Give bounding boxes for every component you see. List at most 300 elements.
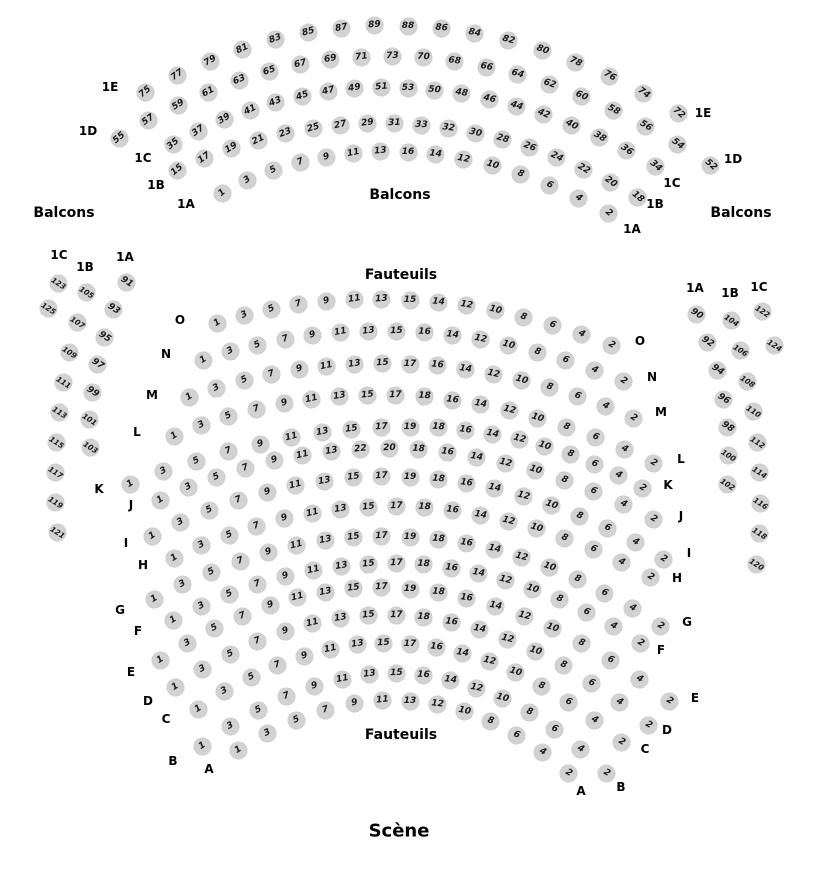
seat[interactable]: 86 (432, 19, 450, 37)
seat[interactable]: 11 (287, 588, 308, 609)
seat[interactable]: 37 (187, 119, 211, 143)
seat[interactable]: 10 (498, 335, 519, 356)
seat[interactable]: 19 (402, 581, 419, 598)
seat[interactable]: 10 (511, 370, 532, 391)
seat[interactable]: 10 (525, 641, 546, 662)
seat[interactable]: 6 (580, 672, 603, 695)
seat[interactable]: 118 (747, 522, 771, 546)
seat[interactable]: 62 (539, 74, 561, 96)
seat[interactable]: 5 (218, 524, 241, 547)
seat[interactable]: 14 (483, 424, 503, 444)
seat[interactable]: 35 (161, 132, 185, 156)
seat[interactable]: 18 (415, 609, 433, 627)
seat[interactable]: 6 (566, 385, 588, 407)
seat[interactable]: 4 (531, 741, 554, 764)
seat[interactable]: 3 (152, 460, 175, 483)
seat[interactable]: 6 (583, 453, 606, 476)
seat[interactable]: 12 (454, 149, 474, 169)
seat[interactable]: 20 (598, 170, 622, 194)
seat[interactable]: 11 (302, 389, 322, 409)
seat[interactable]: 83 (265, 29, 287, 51)
seat[interactable]: 12 (467, 678, 487, 698)
seat[interactable]: 11 (293, 445, 313, 465)
seat[interactable]: 5 (247, 699, 269, 721)
seat[interactable]: 6 (575, 601, 598, 624)
seat[interactable]: 7 (246, 399, 268, 421)
seat[interactable]: 7 (315, 700, 336, 721)
seat[interactable]: 10 (527, 408, 548, 429)
seat[interactable]: 9 (250, 433, 271, 454)
seat[interactable]: 1 (186, 697, 209, 720)
seat[interactable]: 1 (190, 734, 213, 757)
seat[interactable]: 8 (509, 163, 531, 185)
seat[interactable]: 8 (554, 470, 576, 492)
seat[interactable]: 1 (210, 181, 234, 205)
seat[interactable]: 1 (148, 488, 171, 511)
seat[interactable]: 4 (602, 615, 625, 638)
seat[interactable]: 8 (480, 711, 501, 732)
seat[interactable]: 15 (373, 354, 391, 372)
seat[interactable]: 4 (583, 359, 606, 382)
seat[interactable]: 12 (514, 606, 535, 627)
seat[interactable]: 93 (102, 298, 126, 322)
seat[interactable]: 50 (426, 81, 444, 99)
seat[interactable]: 61 (197, 81, 220, 104)
seat[interactable]: 10 (454, 702, 474, 722)
seat[interactable]: 12 (512, 548, 533, 569)
seat[interactable]: 4 (567, 186, 591, 210)
seat[interactable]: 17 (373, 527, 391, 545)
seat[interactable]: 85 (298, 22, 319, 43)
seat[interactable]: 18 (429, 419, 447, 437)
seat[interactable]: 18 (429, 530, 447, 548)
seat[interactable]: 14 (443, 326, 462, 345)
seat[interactable]: 18 (625, 185, 649, 209)
seat[interactable]: 9 (264, 450, 285, 471)
seat[interactable]: 15 (165, 158, 189, 182)
seat[interactable]: 17 (373, 468, 391, 486)
seat[interactable]: 5 (219, 643, 242, 666)
seat[interactable]: 3 (256, 722, 279, 745)
seat[interactable]: 17 (373, 579, 391, 597)
seat[interactable]: 77 (166, 64, 190, 88)
seat[interactable]: 15 (342, 420, 361, 439)
seat[interactable]: 38 (587, 125, 610, 148)
seat[interactable]: 6 (557, 691, 579, 713)
seat[interactable]: 117 (43, 460, 67, 484)
seat[interactable]: 3 (169, 511, 192, 534)
seat[interactable]: 53 (400, 80, 417, 97)
seat[interactable]: 12 (513, 486, 534, 507)
seat[interactable]: 12 (496, 453, 516, 473)
seat[interactable]: 72 (666, 101, 690, 125)
seat[interactable]: 6 (538, 174, 561, 197)
seat[interactable]: 9 (275, 566, 296, 587)
seat[interactable]: 16 (456, 421, 475, 440)
seat[interactable]: 15 (344, 579, 363, 598)
seat[interactable]: 11 (287, 536, 308, 557)
seat[interactable]: 2 (594, 761, 617, 784)
seat[interactable]: 75 (133, 80, 157, 104)
seat[interactable]: 44 (506, 95, 527, 116)
seat[interactable]: 102 (715, 472, 739, 496)
seat[interactable]: 13 (316, 582, 336, 602)
seat[interactable]: 11 (330, 323, 350, 343)
seat[interactable]: 47 (318, 82, 338, 102)
seat[interactable]: 100 (717, 444, 741, 468)
seat[interactable]: 1 (140, 524, 163, 547)
seat[interactable]: 16 (443, 391, 462, 410)
seat[interactable]: 96 (712, 387, 736, 411)
seat[interactable]: 13 (331, 608, 351, 628)
seat[interactable]: 4 (570, 323, 593, 346)
seat[interactable]: 2 (641, 507, 664, 530)
seat[interactable]: 26 (518, 137, 540, 159)
seat[interactable]: 113 (48, 400, 72, 424)
seat[interactable]: 58 (602, 99, 625, 122)
seat[interactable]: 112 (746, 430, 770, 454)
seat[interactable]: 4 (608, 691, 631, 714)
seat[interactable]: 3 (190, 595, 213, 618)
seat[interactable]: 16 (415, 324, 433, 342)
seat[interactable]: 19 (402, 469, 419, 486)
seat[interactable]: 57 (137, 109, 161, 133)
seat[interactable]: 124 (762, 333, 786, 357)
seat[interactable]: 2 (628, 631, 651, 654)
seat[interactable]: 18 (410, 441, 428, 459)
seat[interactable]: 82 (498, 30, 519, 51)
seat[interactable]: 18 (415, 556, 433, 574)
seat[interactable]: 12 (495, 570, 515, 590)
seat[interactable]: 14 (471, 395, 491, 415)
seat[interactable]: 30 (465, 123, 485, 143)
seat[interactable]: 13 (312, 423, 332, 443)
seat[interactable]: 13 (360, 665, 379, 684)
seat[interactable]: 104 (719, 308, 743, 332)
seat[interactable]: 12 (499, 400, 519, 420)
seat[interactable]: 7 (274, 329, 296, 351)
seat[interactable]: 4 (610, 551, 633, 574)
seat[interactable]: 6 (599, 649, 622, 672)
seat[interactable]: 4 (613, 438, 636, 461)
seat[interactable]: 7 (289, 152, 311, 174)
seat[interactable]: 60 (570, 85, 592, 107)
seat[interactable]: 97 (85, 353, 109, 377)
seat[interactable]: 10 (526, 518, 547, 539)
seat[interactable]: 14 (470, 505, 490, 525)
seat[interactable]: 4 (621, 597, 644, 620)
seat[interactable]: 109 (58, 340, 82, 364)
seat[interactable]: 14 (470, 620, 490, 640)
seat[interactable]: 43 (265, 91, 287, 113)
seat[interactable]: 29 (358, 114, 377, 133)
seat[interactable]: 8 (518, 702, 540, 724)
seat[interactable]: 67 (290, 54, 311, 75)
seat[interactable]: 9 (302, 325, 323, 346)
seat[interactable]: 2 (641, 451, 664, 474)
seat[interactable]: 9 (258, 542, 279, 563)
seat[interactable]: 12 (498, 511, 518, 531)
seat[interactable]: 68 (445, 52, 464, 71)
seat[interactable]: 4 (583, 709, 606, 732)
seat[interactable]: 17 (192, 147, 216, 171)
seat[interactable]: 13 (330, 500, 350, 520)
seat[interactable]: 14 (453, 644, 472, 663)
seat[interactable]: 66 (476, 57, 496, 77)
seat[interactable]: 1 (148, 648, 171, 671)
seat[interactable]: 6 (596, 517, 619, 540)
seat[interactable]: 116 (748, 491, 772, 515)
seat[interactable]: 16 (400, 144, 417, 161)
seat[interactable]: 78 (565, 51, 588, 74)
seat[interactable]: 15 (359, 386, 378, 405)
seat[interactable]: 1 (163, 675, 186, 698)
seat[interactable]: 22 (572, 157, 595, 180)
seat[interactable]: 105 (74, 280, 98, 304)
seat[interactable]: 79 (198, 50, 221, 73)
seat[interactable]: 13 (371, 142, 390, 161)
seat[interactable]: 17 (402, 636, 419, 653)
seat[interactable]: 88 (400, 18, 417, 35)
seat[interactable]: 59 (167, 94, 190, 117)
seat[interactable]: 46 (479, 89, 499, 109)
seat[interactable]: 25 (303, 118, 324, 139)
seat[interactable]: 8 (566, 569, 588, 591)
seat[interactable]: 125 (36, 296, 60, 320)
seat[interactable]: 74 (632, 82, 656, 106)
seat[interactable]: 4 (628, 668, 651, 691)
seat[interactable]: 2 (651, 547, 674, 570)
seat[interactable]: 13 (359, 322, 378, 341)
seat[interactable]: 17 (387, 498, 405, 516)
seat[interactable]: 6 (506, 725, 528, 747)
seat[interactable]: 5 (203, 617, 226, 640)
seat[interactable]: 9 (275, 621, 296, 642)
seat[interactable]: 94 (705, 359, 729, 383)
seat[interactable]: 1 (177, 385, 200, 408)
seat[interactable]: 7 (247, 630, 269, 652)
seat[interactable]: 2 (611, 369, 634, 392)
seat[interactable]: 51 (372, 78, 390, 96)
seat[interactable]: 13 (345, 354, 364, 373)
seat[interactable]: 11 (373, 692, 391, 710)
seat[interactable]: 8 (553, 655, 575, 677)
seat[interactable]: 14 (426, 145, 445, 164)
seat[interactable]: 18 (415, 499, 433, 517)
seat[interactable]: 5 (185, 450, 208, 473)
seat[interactable]: 17 (387, 555, 405, 573)
seat[interactable]: 87 (332, 18, 352, 38)
seat[interactable]: 1 (162, 424, 185, 447)
seat[interactable]: 14 (484, 540, 504, 560)
seat[interactable]: 22 (351, 440, 370, 459)
seat[interactable]: 39 (213, 108, 236, 131)
seat[interactable]: 8 (513, 307, 534, 328)
seat[interactable]: 16 (457, 534, 476, 553)
seat[interactable]: 110 (742, 400, 766, 424)
seat[interactable]: 13 (330, 387, 350, 407)
seat[interactable]: 7 (288, 294, 309, 315)
seat[interactable]: 3 (233, 304, 256, 327)
seat[interactable]: 4 (594, 395, 617, 418)
seat[interactable]: 6 (582, 538, 605, 561)
seat[interactable]: 10 (539, 557, 560, 578)
seat[interactable]: 14 (469, 563, 489, 583)
seat[interactable]: 9 (316, 291, 337, 312)
seat[interactable]: 3 (190, 534, 213, 557)
seat[interactable]: 8 (538, 377, 560, 399)
seat[interactable]: 16 (457, 589, 476, 608)
seat[interactable]: 10 (534, 436, 555, 457)
seat[interactable]: 31 (386, 115, 404, 133)
seat[interactable]: 123 (46, 271, 70, 295)
seat[interactable]: 11 (281, 427, 302, 448)
seat[interactable]: 111 (52, 370, 76, 394)
seat[interactable]: 1 (118, 472, 141, 495)
seat[interactable]: 122 (750, 299, 774, 323)
seat[interactable]: 10 (505, 662, 526, 683)
seat[interactable]: 18 (429, 470, 447, 488)
seat[interactable]: 10 (522, 578, 543, 599)
seat[interactable]: 4 (607, 464, 630, 487)
seat[interactable]: 16 (438, 443, 457, 462)
seat[interactable]: 6 (583, 480, 606, 503)
seat[interactable]: 16 (415, 666, 433, 684)
seat[interactable]: 45 (291, 86, 312, 107)
seat[interactable]: 5 (200, 561, 223, 584)
seat[interactable]: 7 (229, 551, 251, 573)
seat[interactable]: 56 (634, 115, 657, 138)
seat[interactable]: 3 (177, 476, 200, 499)
seat[interactable]: 3 (171, 573, 194, 596)
seat[interactable]: 7 (246, 515, 268, 537)
seat[interactable]: 119 (44, 490, 68, 514)
seat[interactable]: 19 (402, 419, 419, 436)
seat[interactable]: 55 (107, 126, 131, 150)
seat[interactable]: 36 (615, 139, 639, 163)
seat[interactable]: 114 (748, 461, 772, 485)
seat[interactable]: 4 (612, 493, 635, 516)
seat[interactable]: 17 (387, 606, 405, 624)
seat[interactable]: 3 (190, 414, 213, 437)
seat[interactable]: 120 (744, 552, 768, 576)
seat[interactable]: 5 (262, 159, 285, 182)
seat[interactable]: 70 (415, 49, 433, 67)
seat[interactable]: 13 (402, 693, 419, 710)
seat[interactable]: 17 (372, 418, 390, 436)
seat[interactable]: 9 (257, 482, 278, 503)
seat[interactable]: 19 (402, 529, 419, 546)
seat[interactable]: 12 (457, 296, 476, 315)
seat[interactable]: 115 (45, 430, 69, 454)
seat[interactable]: 9 (344, 694, 364, 714)
seat[interactable]: 5 (206, 466, 229, 489)
seat[interactable]: 3 (191, 658, 214, 681)
seat[interactable]: 1 (142, 587, 165, 610)
seat[interactable]: 90 (684, 302, 708, 326)
seat[interactable]: 33 (413, 116, 431, 134)
seat[interactable]: 11 (303, 613, 323, 633)
seat[interactable]: 14 (429, 293, 447, 311)
seat[interactable]: 16 (457, 474, 476, 493)
seat[interactable]: 13 (315, 531, 335, 551)
seat[interactable]: 54 (666, 133, 690, 157)
seat[interactable]: 8 (554, 528, 576, 550)
seat[interactable]: 106 (728, 339, 752, 363)
seat[interactable]: 8 (549, 589, 571, 611)
seat[interactable]: 13 (347, 635, 366, 654)
seat[interactable]: 13 (315, 471, 335, 491)
seat[interactable]: 8 (568, 505, 590, 527)
seat[interactable]: 14 (485, 596, 505, 616)
seat[interactable]: 10 (481, 155, 502, 176)
seat[interactable]: 5 (198, 499, 221, 522)
seat[interactable]: 10 (542, 618, 563, 639)
seat[interactable]: 15 (402, 292, 419, 309)
seat[interactable]: 12 (470, 330, 490, 350)
seat[interactable]: 49 (345, 79, 364, 98)
seat[interactable]: 8 (571, 632, 593, 654)
seat[interactable]: 80 (531, 39, 553, 61)
seat[interactable]: 2 (657, 689, 680, 712)
seat[interactable]: 95 (92, 325, 116, 349)
seat[interactable]: 63 (228, 70, 250, 92)
seat[interactable]: 6 (554, 349, 576, 371)
seat[interactable]: 8 (559, 444, 581, 466)
seat[interactable]: 16 (442, 613, 461, 632)
seat[interactable]: 6 (584, 426, 607, 449)
seat[interactable]: 13 (322, 442, 342, 462)
seat[interactable]: 2 (648, 614, 671, 637)
seat[interactable]: 10 (525, 460, 546, 481)
seat[interactable]: 14 (456, 360, 475, 379)
seat[interactable]: 103 (78, 435, 102, 459)
seat[interactable]: 2 (556, 761, 579, 784)
seat[interactable]: 5 (218, 406, 241, 429)
seat[interactable]: 13 (373, 290, 391, 308)
seat[interactable]: 101 (78, 408, 102, 432)
seat[interactable]: 23 (275, 123, 297, 145)
seat[interactable]: 9 (274, 508, 295, 529)
seat[interactable]: 2 (621, 406, 644, 429)
seat[interactable]: 7 (218, 441, 240, 463)
seat[interactable]: 9 (304, 676, 325, 697)
seat[interactable]: 6 (594, 582, 617, 605)
seat[interactable]: 10 (540, 494, 561, 515)
seat[interactable]: 1 (191, 348, 214, 371)
seat[interactable]: 4 (624, 531, 647, 554)
seat[interactable]: 9 (274, 393, 295, 414)
seat[interactable]: 9 (294, 646, 315, 667)
seat[interactable]: 12 (479, 652, 499, 672)
seat[interactable]: 92 (696, 331, 720, 355)
seat[interactable]: 11 (286, 475, 307, 496)
seat[interactable]: 9 (316, 146, 337, 167)
seat[interactable]: 12 (497, 629, 517, 649)
seat[interactable]: 18 (429, 583, 447, 601)
seat[interactable]: 7 (228, 490, 250, 512)
seat[interactable]: 11 (343, 143, 363, 163)
seat[interactable]: 2 (609, 730, 632, 753)
seat[interactable]: 5 (286, 709, 308, 731)
seat[interactable]: 3 (213, 680, 236, 703)
seat[interactable]: 48 (452, 84, 471, 103)
seat[interactable]: 17 (387, 387, 405, 405)
seat[interactable]: 4 (569, 738, 592, 761)
seat[interactable]: 2 (638, 565, 661, 588)
seat[interactable]: 18 (415, 388, 433, 406)
seat[interactable]: 15 (374, 634, 392, 652)
